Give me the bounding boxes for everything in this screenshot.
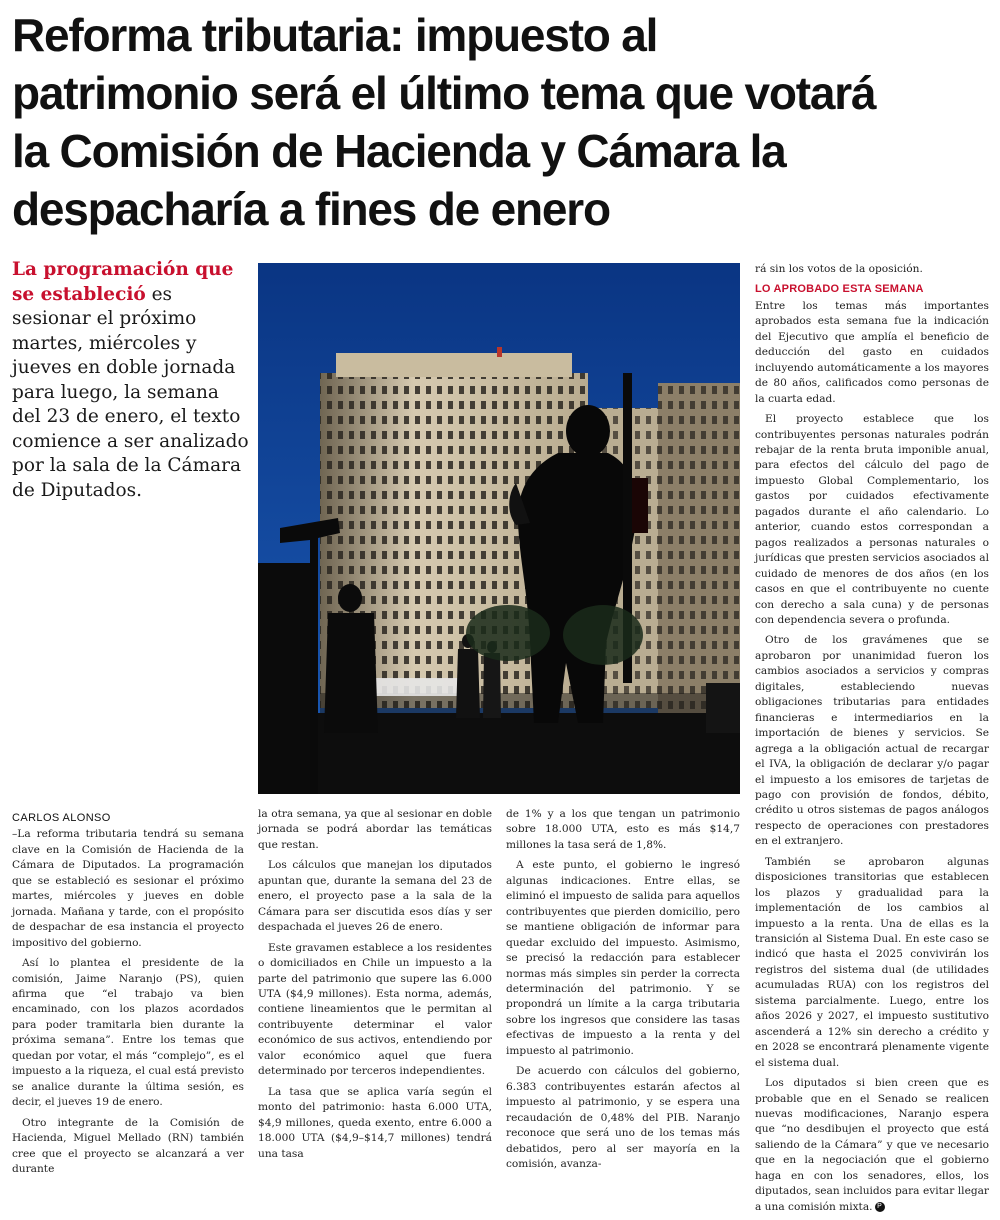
col4-paragraph-4: También se aprobaron algunas disposiciones transitorias que establecen los plazos y gradualidad para la implementación de los cambios al impuesto a la renta. Una de ellas es la transición al Sistema Dual. En este caso se indicó que hasta el 2025 convivirán los registros del sistema dual (de utilidades acumuladas RUA) con los registros del sistema parcialmente. Luego, entre los años 2026 y 2027, el impuesto sustitutivo ascenderá a 12% sin derecho a crédito y en 2028 se encontrará plenamente vigente el sistema dual. <box>755 855 989 1069</box>
col3-paragraph-3: De acuerdo con cálculos del gobierno, 6.383 contribuyentes estarán afectos al impuesto al patrimonio, y se espera una recaudación de 0,48% del PIB. Naranjo reconoce que será uno de los temas más debatidos, pero al ser mayoría en la comisión, avanza- <box>506 1065 740 1170</box>
col4-intro: rá sin los votos de la oposición. <box>755 263 923 275</box>
end-mark-icon: P <box>875 1202 885 1212</box>
col2-paragraph-2: Los cálculos que manejan los diputados apuntan que, durante la semana del 23 de enero, el proyecto pase a la sala de la Cámara para ser discutida esos días y ser despachada el jueves 26 de enero. <box>258 859 492 934</box>
col1-paragraph-3: Otro integrante de la Comisión de Hacienda, Miguel Mellado (RN) también cree que el proyecto se alcanzará a ver durante <box>12 1116 244 1175</box>
headline-line-3: la Comisión de Hacienda y Cámara la <box>12 125 786 177</box>
section-subhead: LO APROBADO ESTA SEMANA <box>755 283 924 296</box>
headline <box>12 6 992 238</box>
col2-paragraph-1: la otra semana, ya que al sesionar en doble jornada se podrá abordar las temáticas que restan. <box>258 808 492 851</box>
lead-paragraph <box>12 258 252 503</box>
col3-paragraph-2: A este punto, el gobierno le ingresó algunas indicaciones. Entre ellas, se eliminó el impuesto de salida para aquellos contribuyentes que pierden domicilio, pero se mantiene obligación de informar para quedar excluido del impuesto. Asimismo, se precisó la redacción para establecer normas más simples sin perder la correcta determinación del patrimonio. Y se propondrá un límite a la carga tributaria sobre los ingresos que considere las tasas efectivas de impuesto a la renta y del impuesto al patrimonio. <box>506 859 740 1057</box>
article-column-1 <box>12 811 244 1182</box>
col3-paragraph-1: de 1% y a los que tengan un patrimonio sobre 18.000 UTA, esto es más $14,7 millones la tasa será de 1,8%. <box>506 808 740 851</box>
headline-line-1: Reforma tributaria: impuesto al <box>12 9 658 61</box>
byline: CARLOS ALONSO <box>12 812 111 824</box>
headline-line-4: despacharía a fines de enero <box>12 183 610 235</box>
col4-paragraph-5-text: Los diputados si bien creen que es probable que en el Senado se realicen nuevas modificaciones, Naranjo espera que “no desdibujen el proyecto que está saliendo de la Cámara” y que ve necesario que en la negociación que el gobierno haga en con los senadores, ellos, los diputados, sean incluidos para evitar llegar a una comisión mixta. <box>755 1077 989 1213</box>
col4-paragraph-5 <box>755 1076 989 1215</box>
col4-paragraph-3: Otro de los gravámenes que se aprobaron por unanimidad fueron los cambios asociados a servicios y compras digitales, estableciendo nuevas obligaciones tributarias para entidades financieras e intermediarios en la importación de bienes y servicios. Se agrega a la obligación actual de recargar el IVA, la obligación de declarar y/o pagar el impuesto a los emisores de tarjetas de pago con provisión de fondos, débito, crédito u otros sistemas de pagos análogos respecto de operaciones con prestadores en el extranjero. <box>755 634 989 848</box>
col2-paragraph-3: Este gravamen establece a los residentes o domiciliados en Chile un impuesto a la parte del patrimonio que supere las 6.000 UTA ($4,9 millones). Esta norma, además, contiene lineamientos que le permitan al contribuyente determinar el valor económico de sus activos, entendiendo por valor económico aquel que fuera determinado por terceros independientes. <box>258 941 492 1078</box>
col2-paragraph-4: La tasa que se aplica varía según el monto del patrimonio: hasta 6.000 UTA, $4,9 millones, queda exento, entre 6.000 a 18.000 UTA ($4,9–$14,7 millones) tendrá una tasa <box>258 1085 492 1160</box>
col4-paragraph-1: Entre los temas más importantes aprobados esta semana fue la indicación del Ejecutivo que amplía el beneficio de deducción del gasto en cuidados incluyendo automáticamente a los mayores de 80 años, calificados como personas de la cuarta edad. <box>755 299 989 405</box>
article-column-3 <box>506 807 740 1177</box>
col1-paragraph-2: Así lo plantea el presidente de la comisión, Jaime Naranjo (PS), quien afirma que “el trabajo va bien encaminado, con los plazos acordados para poder tramitarla bien durante la próxima semana”. Entre los temas que quedan por votar, el más “complejo”, es el impuesto a la riqueza, el cual está previsto se analice durante la última sesión, es decir, el jueves 19 de enero. <box>12 957 244 1109</box>
article-column-4 <box>755 262 989 1220</box>
col4-paragraph-2: El proyecto establece que los contribuyentes personas naturales podrán rebajar de la renta bruta imponible anual, para efectos del cálculo del pago de impuesto Global Complementario, los gastos por cuidados efectivamente pagados durante el año calendario. Lo anterior, cuando estos correspondan a pagos realizados a personas naturales o jurídicas que presten servicios asociados al cuidado de menores de dos años (en los casos en que el contribuyente no cuente con derecho a sala cuna) y de personas con dependencia severa o profunda. <box>755 413 989 626</box>
lead-text: es sesionar el próximo martes, miércoles y jueves en doble jornada para luego, la semana del 23 de enero, el texto comience a ser analizado por la sala de la Cámara de Diputados. <box>12 283 249 501</box>
headline-line-2: patrimonio será el último tema que votará <box>12 67 876 119</box>
government-building-photo <box>258 263 740 794</box>
article-column-2 <box>258 807 492 1167</box>
lead-highlight: La programación que se estableció <box>12 259 234 305</box>
col1-paragraph-1: –La reforma tributaria tendrá su semana clave en la Comisión de Hacienda de la Cámara de Diputados. La programación que se estableció es sesionar el próximo martes, miércoles y jueves en doble jornada. Mañana y tarde, con el propósito de despachar de esa instancia el proyecto impositivo del gobierno. <box>12 828 244 949</box>
